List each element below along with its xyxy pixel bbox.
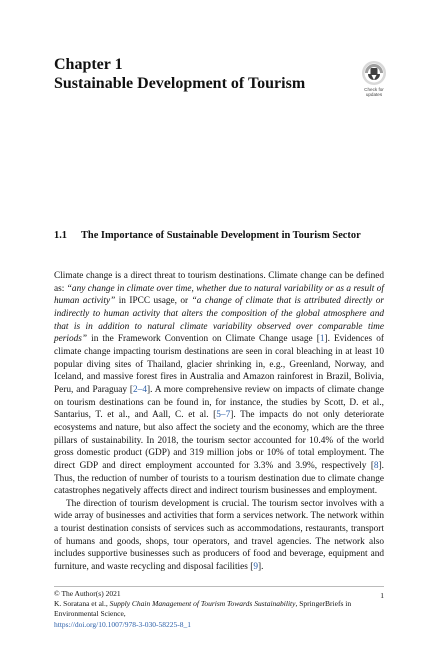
badge-label xyxy=(356,87,392,97)
copyright-notice: © The Author(s) 2021 xyxy=(54,589,121,598)
quote-unfccc: “a change of climate that is attributed directly or indirectly to human activity that alters the composition of the global atmosphere and that is in addition to natural climate variability observed over comparable time periods” xyxy=(54,296,384,345)
text-run: ]. Thus, the reduction of number of tourists to a tourism destination due to climate change catastrophes negatively affects direct and indirect tourism businesses and employment. xyxy=(54,460,384,497)
doi-link[interactable]: https://doi.org/10.1007/978-3-030-58225-8_1 xyxy=(54,619,191,629)
badge-label-line2: updates xyxy=(365,92,383,97)
citation-link[interactable]: 1 xyxy=(319,334,325,345)
text-run: ]. xyxy=(257,562,264,573)
footer xyxy=(54,589,354,630)
paragraph-2 xyxy=(54,498,384,574)
text-run: Climate change is a direct threat to tourism destinations. Climate change can be defined as: xyxy=(54,271,384,294)
badge-label-line1: Check for xyxy=(364,87,384,92)
citation-series: , SpringerBriefs in Environmental Science, xyxy=(54,599,352,619)
check-for-updates-icon xyxy=(356,60,392,86)
citation-authors: K. Soratana et al., xyxy=(54,599,110,609)
chapter-label: Chapter 1 xyxy=(54,56,123,73)
text-run: in the Framework Convention on Climate Change usage [ xyxy=(87,334,320,345)
check-for-updates-badge[interactable] xyxy=(356,60,392,106)
citation-link[interactable]: 8 xyxy=(373,460,379,471)
text-run: ]. A more comprehensive review on impacts of climate change on tourism destinations can be found in, for instance, the studies by Scott, D. et al., Santarius, T. et al., and Aall, C. et al. [ xyxy=(54,384,384,421)
citation-link[interactable]: 2–4 xyxy=(133,384,147,395)
chapter-title: Sustainable Development of Tourism xyxy=(54,75,306,92)
paragraph-1 xyxy=(54,270,384,498)
citation xyxy=(54,599,354,619)
text-run: in IPCC usage, or xyxy=(115,296,192,307)
text-run: ]. The impacts do not only deteriorate ecosystems and nature, but also affect the society and the economy, which are the three pillars of sustainability. In 2018, the tourism sector accounted for 10.4% of the world gross domestic product (GDP) and 319 million jobs or 10% of total employment. The direct GDP and direct employment accounted for 3.3% and 3.9%, respectively [ xyxy=(54,410,384,471)
section-number: 1.1 xyxy=(54,230,67,241)
body-text xyxy=(54,270,384,574)
footer-divider xyxy=(54,586,384,587)
text-run: ]. Evidences of climate change impacting tourism destinations are seen in coral bleaching in at least 10 popular diving sites of Thailand, glacier shrinking in, e.g., Greenland, Norway, and Iceland, and massive forest fires in Australia and Amazon rainforest in Brazil, Bolivia, Peru, and Paraguay [ xyxy=(54,334,384,395)
quote-ipcc: “any change in climate over time, whether due to natural variability or as a result of human activity” xyxy=(54,283,384,307)
citation-book-title: Supply Chain Management of Tourism Towards Sustainability xyxy=(109,599,296,609)
page-number: 1 xyxy=(380,591,384,600)
section-title: The Importance of Sustainable Development in Tourism Sector xyxy=(81,230,361,241)
text-run: The direction of tourism development is crucial. The tourism sector involves with a wide array of businesses and activities that form a services network. The network within a tourist destination consists of services such as accommodations, restaurants, transport of humans and goods, shops, tour operators, and travel agencies. The network also includes supportive businesses such as producers of food and beverage, equipment and furniture, and waste recycling and disposal facilities [ xyxy=(54,498,384,573)
citation-link[interactable]: 5–7 xyxy=(216,410,231,421)
section-heading xyxy=(54,229,384,243)
citation-link[interactable]: 9 xyxy=(253,562,258,573)
